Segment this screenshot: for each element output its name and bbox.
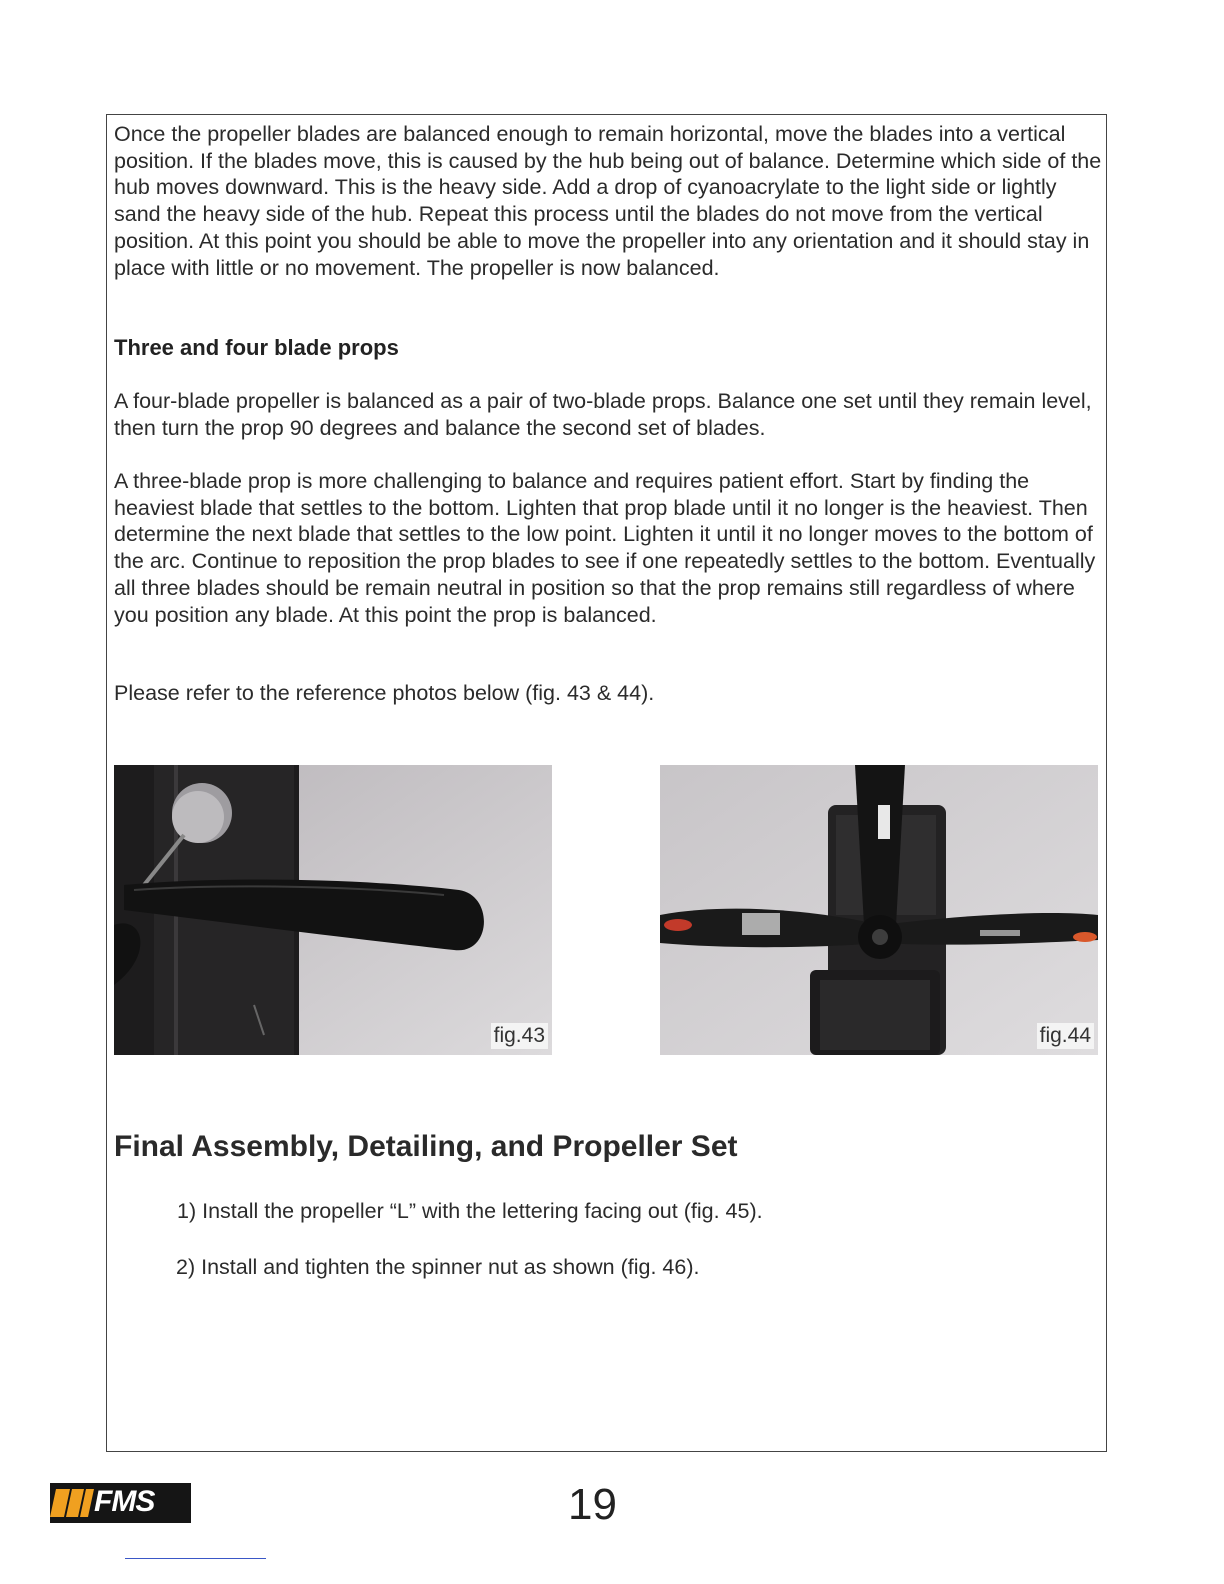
step-2: 2) Install and tighten the spinner nut as shown (fig. 46). <box>176 1255 700 1279</box>
figure-43-label: fig.43 <box>491 1023 548 1049</box>
figure-44-label: fig.44 <box>1037 1023 1094 1049</box>
fms-logo-text: FMS <box>94 1485 155 1518</box>
link-underline <box>125 1558 266 1559</box>
page-number: 19 <box>568 1480 617 1529</box>
paragraph-vertical-balance: Once the propeller blades are balanced enough to remain horizontal, move the blades into a vertical position. If the blades move, this is caused by the hub being out of balance. Determine which side of the hub moves downward. This is the heavy side. Add a drop of cyanoacrylate to the light side or lightly sand the heavy side of the hub. Repeat this process until the blades do not move from the vertical position. At this point you should be able to move the propeller into any orientation and it should stay in place with little or no movement. The propeller is now balanced. <box>114 122 1102 280</box>
paragraph-three-blade: A three-blade prop is more challenging to balance and requires patient effort. Start by finding the heaviest blade that settles to the bottom. Lighten that prop blade until it no longer is the heaviest. Then determine the next blade that settles to the low point. Lighten it until it no longer moves to the bottom of the arc. Continue to reposition the prop blades to see if one repeatedly settles to the bottom. Eventually all three blades should be remain neutral in position so that the prop remains still regardless of where you position any blade. At this point the prop is balanced. <box>114 469 1096 627</box>
paragraph-reference-photos: Please refer to the reference photos below (fig. 43 & 44). <box>114 681 655 705</box>
subheading-three-four-blade: Three and four blade props <box>114 335 399 360</box>
propeller-vertical-image <box>660 765 1098 1055</box>
propeller-horizontal-image <box>114 765 552 1055</box>
figure-43-photo <box>114 765 552 1055</box>
fms-logo <box>50 1483 191 1523</box>
paragraph-four-blade: A four-blade propeller is balanced as a pair of two-blade props. Balance one set until they remain level, then turn the prop 90 degrees and balance the second set of blades. <box>114 389 1092 440</box>
section-title: Final Assembly, Detailing, and Propeller Set <box>114 1130 738 1163</box>
figure-44-photo <box>660 765 1098 1055</box>
step-1: 1) Install the propeller “L” with the lettering facing out (fig. 45). <box>177 1199 763 1223</box>
